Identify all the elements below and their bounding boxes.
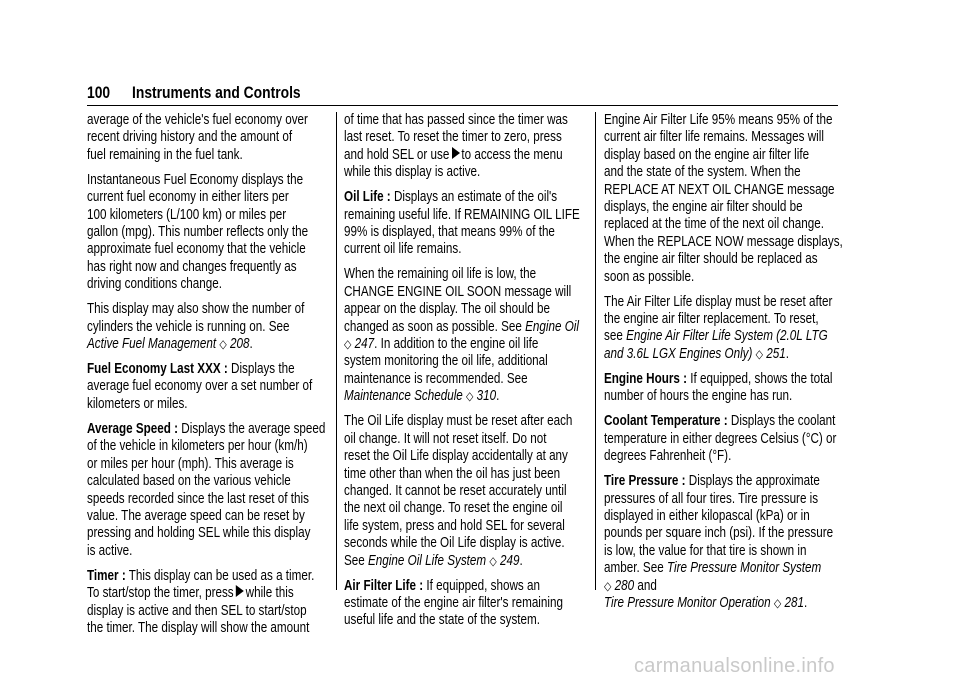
paragraph-timer-continued: of time that has passed since the timer was last reset. To reset the timer to zero, press and hold SEL or use to access the menu while this display is active.	[344, 112, 568, 181]
text-column-2	[344, 112, 589, 637]
page-ref-310[interactable]: 310	[476, 388, 497, 405]
paragraph-fuel-economy-intro: average of the vehicle's fuel economy over recent driving history and the amount of fuel remaining in the fuel tank.	[87, 112, 308, 163]
paragraph-average-speed: Average Speed : Displays the average speed of the vehicle in kilometers per hour (km/h) or miles per hour (mph). This average is calculated based on the various vehicle speeds recorded since the last reset of this value. The average speed can be reset by pressing and holding SEL while this display is active.	[87, 420, 326, 559]
page-ref-icon: ◇	[755, 346, 764, 361]
link-tire-pressure-monitor-system[interactable]: Tire Pressure Monitor System	[666, 560, 822, 577]
term-air-filter-life: Air Filter Life :	[344, 577, 424, 594]
page-ref-251[interactable]: 251	[766, 345, 786, 362]
page-ref-icon: ◇	[773, 595, 782, 610]
link-tire-pressure-monitor-operation[interactable]: Tire Pressure Monitor Operation	[604, 594, 771, 611]
term-fuel-economy-last: Fuel Economy Last XXX :	[87, 361, 228, 378]
term-timer: Timer :	[87, 567, 126, 584]
page-ref-icon: ◇	[489, 553, 497, 568]
right-arrow-button-icon	[236, 585, 244, 597]
page-ref-icon: ◇	[466, 389, 474, 404]
paragraph-air-filter-messages: Engine Air Filter Life 95% means 95% of the current air filter life remains. Messages will display based on the engine air filter life and the state of the system. When the REPLACE AT NEXT OIL CHANGE message displays, the engine air filter should be replaced at the time of the next oil change. When the REPLACE NOW message displays, the engine air filter should be replaced as soon as possible.	[604, 112, 843, 285]
paragraph-oil-life-low: When the remaining oil life is low, the CHANGE ENGINE OIL SOON message will appear on the display. The oil should be changed as soon as possible. See Engine Oil ◇ 247. In addition to the engine oil life system monitoring the oil life, additional maintenance is recommended. See Maintenance Schedule ◇ 310.	[344, 266, 579, 405]
column-divider-1	[336, 112, 337, 590]
link-engine-oil-life-system[interactable]: Engine Oil Life System	[368, 552, 487, 569]
paragraph-tire-pressure: Tire Pressure : Displays the approximate pressures of all four tires. Tire pressure is displayed in either kilopascal (kPa) or in pounds per square inch (psi). If the pressure is low, the value for that tire is shown in amber. See Tire Pressure Monitor System ◇ 280 and Tire Pressure Monitor Operation ◇ 281.	[604, 473, 834, 611]
page-header	[87, 83, 838, 106]
paragraph-air-filter-reset: The Air Filter Life display must be reset after the engine air filter replacement. To reset, see Engine Air Filter Life System (2.0L LTG and 3.6L LGX Engines Only) ◇ 251.	[604, 293, 833, 362]
term-coolant-temperature: Coolant Temperature :	[604, 413, 728, 430]
link-engine-oil[interactable]: Engine Oil	[525, 318, 579, 335]
page-ref-208[interactable]: 208	[230, 336, 250, 353]
paragraph-air-filter-life: Air Filter Life : If equipped, shows an estimate of the engine air filter's remaining useful life and the state of the system.	[344, 577, 563, 629]
page-ref-280[interactable]: 280	[614, 577, 635, 594]
watermark: carmanualsonline.info	[634, 655, 835, 677]
paragraph-cylinders: This display may also show the number of cylinders the vehicle is running on. See Active Fuel Management ◇ 208.	[87, 301, 305, 353]
paragraph-engine-hours: Engine Hours : If equipped, shows the total number of hours the engine has run.	[604, 370, 833, 405]
page-number: 100	[87, 84, 111, 102]
page-ref-icon: ◇	[344, 337, 352, 352]
paragraph-oil-life-reset: The Oil Life display must be reset after each oil change. It will not reset itself. Do not reset the Oil Life display accidentally at any time other than when the oil has just been changed. It cannot be reset accurately until the next oil change. To reset the engine oil life system, press and hold SEL for several seconds while the Oil Life display is active. See Engine Oil Life System ◇ 249.	[344, 413, 573, 569]
column-divider-2	[595, 112, 596, 590]
section-title: Instruments and Controls	[132, 84, 301, 102]
term-oil-life: Oil Life :	[344, 189, 391, 206]
text-column-3	[604, 112, 843, 620]
term-average-speed: Average Speed :	[87, 420, 179, 437]
paragraph-coolant-temperature: Coolant Temperature : Displays the coolant temperature in either degrees Celsius (°C) or degrees Fahrenheit (°F).	[604, 413, 837, 465]
link-engine-air-filter-life-system[interactable]: Engine Air Filter Life System (2.0L LTG	[626, 328, 828, 345]
term-tire-pressure: Tire Pressure :	[604, 473, 686, 490]
page-ref-247[interactable]: 247	[354, 336, 375, 353]
paragraph-fuel-economy-last: Fuel Economy Last XXX : Displays the average fuel economy over a set number of kilometers or miles.	[87, 361, 313, 412]
term-engine-hours: Engine Hours :	[604, 370, 688, 387]
page-ref-icon: ◇	[219, 337, 227, 352]
page-ref-icon: ◇	[604, 578, 612, 593]
text-column-1	[87, 112, 332, 645]
page-ref-281[interactable]: 281	[784, 594, 805, 611]
right-arrow-button-icon	[452, 147, 460, 159]
link-maintenance-schedule[interactable]: Maintenance Schedule	[344, 388, 463, 405]
paragraph-oil-life: Oil Life : Displays an estimate of the oil's remaining useful life. If REMAINING OIL LIFE 99% is displayed, that means 99% of the current oil life remains.	[344, 189, 580, 258]
paragraph-timer: Timer : This display can be used as a timer. To start/stop the timer, press while this display is active and then SEL to start/stop the timer. The display will show the amount	[87, 567, 315, 636]
paragraph-instantaneous-fuel-economy: Instantaneous Fuel Economy displays the current fuel economy in either liters per 100 kilometers (L/100 km) or miles per gallon (mpg). This number reflects only the approximate fuel economy that the vehicle has right now and changes frequently as driving conditions change.	[87, 171, 309, 293]
link-active-fuel-management[interactable]: Active Fuel Management	[87, 336, 217, 353]
page-ref-249[interactable]: 249	[500, 552, 520, 569]
